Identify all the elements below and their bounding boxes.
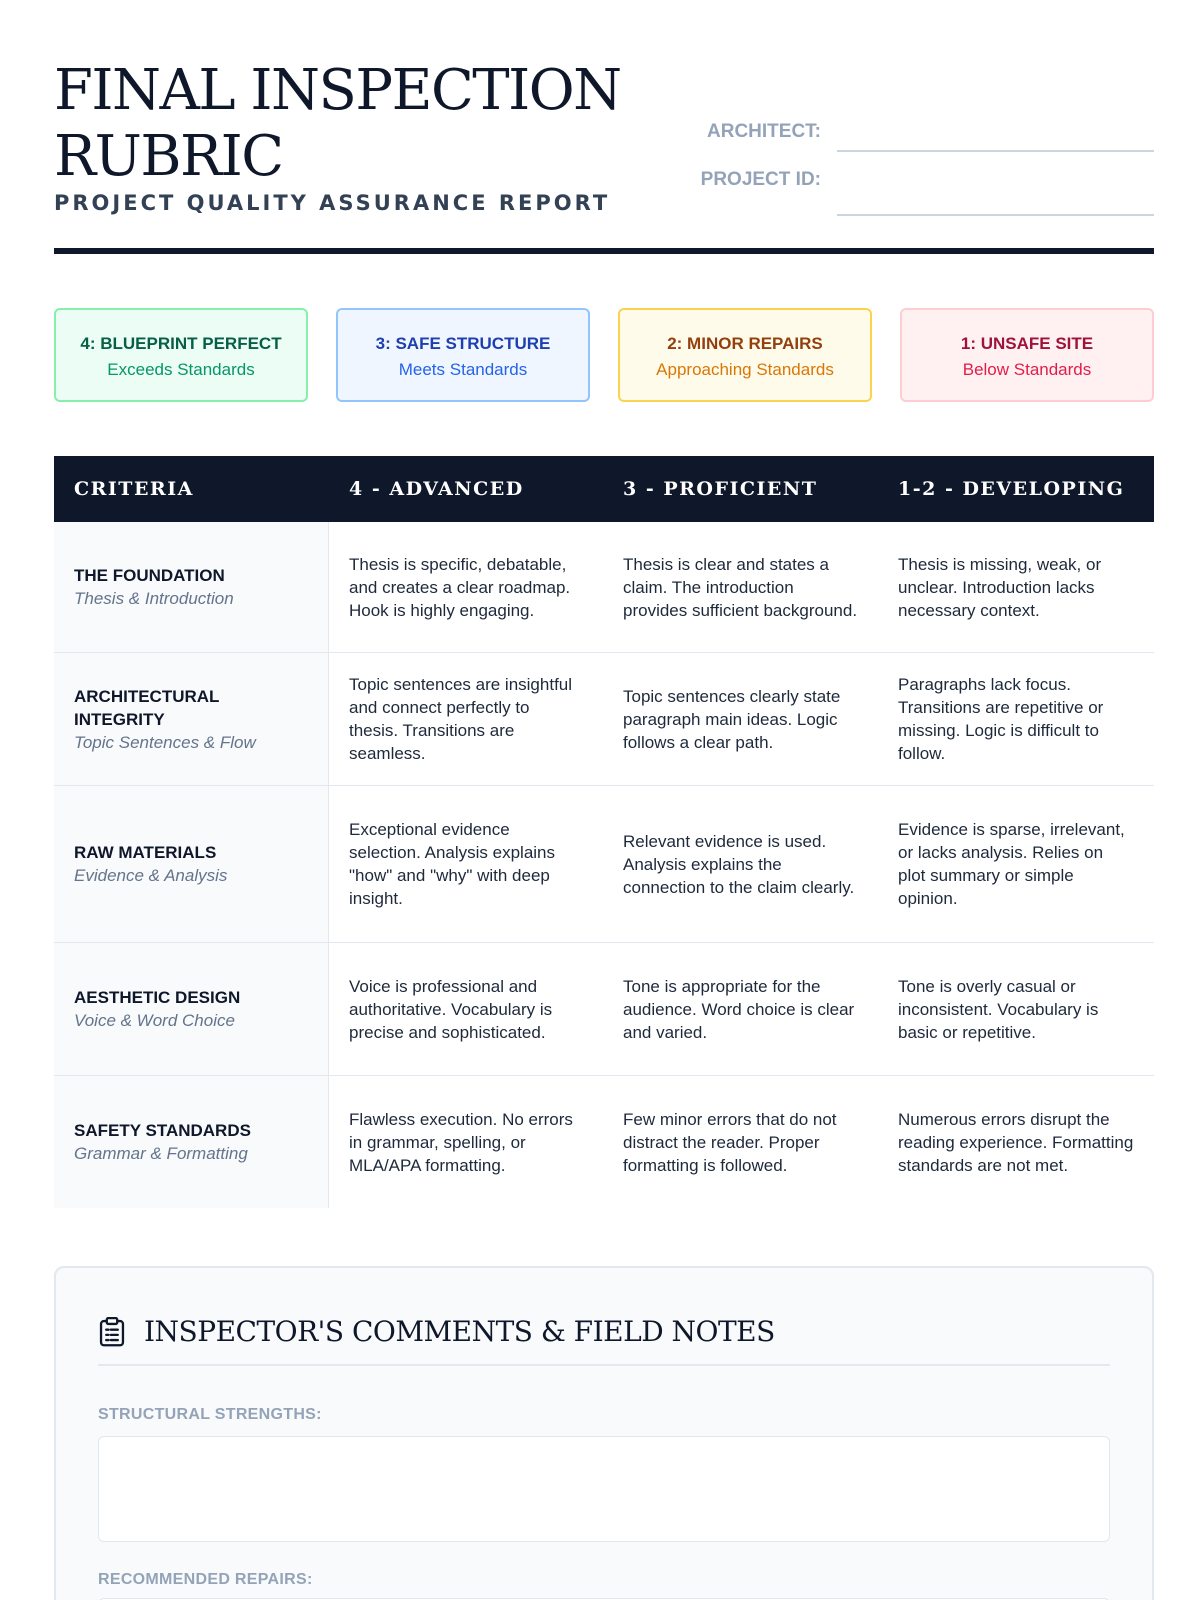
criteria-subtitle: Thesis & Introduction: [74, 589, 234, 608]
level-name: 1: UNSAFE SITE: [960, 334, 1094, 353]
proficient-cell: Thesis is clear and states a claim. The introduction provides sufficient background.: [623, 554, 858, 620]
rubric-page: [54, 0, 1154, 1600]
table-row: [54, 522, 1154, 653]
proficient-cell: Topic sentences clearly state paragraph main ideas. Logic follows a clear path.: [623, 686, 841, 752]
project-id-label: PROJECT ID:: [700, 169, 821, 190]
header-advanced: 4 - ADVANCED: [349, 478, 524, 500]
inspector-comments-panel: [54, 1266, 1154, 1600]
proficient-cell: Few minor errors that do not distract the reader. Proper formatting is followed.: [623, 1109, 837, 1175]
architect-label: ARCHITECT:: [707, 121, 821, 142]
architect-field[interactable]: [684, 118, 1154, 158]
report-header: [54, 58, 1154, 258]
level-card-blueprint-perfect: [54, 308, 308, 402]
table-header: [54, 456, 1154, 522]
advanced-cell: Flawless execution. No errors in grammar, spelling, or MLA/APA formatting.: [349, 1109, 573, 1175]
level-card-unsafe-site: [900, 308, 1154, 402]
level-card-safe-structure: [336, 308, 590, 402]
page-title: FINAL INSPECTION RUBRIC: [54, 58, 621, 189]
criteria-name: SAFETY STANDARDS: [74, 1121, 251, 1140]
developing-cell: Thesis is missing, weak, or unclear. Introduction lacks necessary context.: [898, 554, 1102, 620]
level-description: Meets Standards: [398, 360, 528, 379]
advanced-cell: Topic sentences are insightful and connect perfectly to thesis. Transitions are seamless.: [349, 675, 573, 763]
level-description: Exceeds Standards: [107, 360, 255, 379]
project-id-input-line[interactable]: [837, 214, 1154, 216]
header-proficient: 3 - PROFICIENT: [623, 478, 818, 500]
header-developing: 1-2 - DEVELOPING: [898, 478, 1125, 500]
table-row: [54, 786, 1154, 943]
proficient-cell: Tone is appropriate for the audience. Word choice is clear and varied.: [623, 976, 855, 1042]
criteria-name: RAW MATERIALS: [74, 843, 217, 862]
rubric-table: [54, 456, 1154, 1208]
table-row: [54, 1076, 1154, 1208]
advanced-cell: Thesis is specific, debatable, and creates a clear roadmap. Hook is highly engaging.: [349, 554, 571, 620]
table-row: [54, 943, 1154, 1076]
level-card-minor-repairs: [618, 308, 872, 402]
developing-cell: Tone is overly casual or inconsistent. Vocabulary is basic or repetitive.: [898, 976, 1099, 1042]
strengths-label: STRUCTURAL STRENGTHS:: [98, 1406, 322, 1423]
criteria-subtitle: Grammar & Formatting: [74, 1144, 248, 1163]
architect-input-line[interactable]: [837, 150, 1154, 152]
criteria-cell: [54, 943, 329, 1075]
proficient-cell: Relevant evidence is used. Analysis explains the connection to the claim clearly.: [623, 831, 855, 897]
header-divider: [54, 248, 1154, 254]
project-id-field[interactable]: [684, 166, 1154, 226]
advanced-cell: Voice is professional and authoritative. Vocabulary is precise and sophisticated.: [349, 976, 553, 1042]
criteria-cell: [54, 786, 329, 942]
developing-cell: Evidence is sparse, irrelevant, or lacks analysis. Relies on plot summary or simple opinion.: [898, 820, 1125, 908]
level-description: Below Standards: [962, 360, 1092, 379]
criteria-name: AESTHETIC DESIGN: [74, 988, 241, 1007]
advanced-cell: Exceptional evidence selection. Analysis explains "how" and "why" with deep insight.: [349, 820, 556, 908]
scoring-levels: [54, 308, 1154, 402]
criteria-subtitle: Evidence & Analysis: [74, 866, 228, 885]
table-row: [54, 653, 1154, 786]
header-criteria: CRITERIA: [74, 478, 194, 500]
criteria-name: ARCHITECTURAL INTEGRITY: [74, 686, 220, 729]
level-name: 2: MINOR REPAIRS: [667, 334, 823, 353]
criteria-cell: [54, 522, 329, 652]
developing-cell: Paragraphs lack focus. Transitions are repetitive or missing. Logic is difficult to follow.: [898, 675, 1104, 763]
page-subtitle: PROJECT QUALITY ASSURANCE REPORT: [54, 191, 611, 215]
level-name: 4: BLUEPRINT PERFECT: [80, 334, 282, 353]
clipboard-icon: [98, 1317, 126, 1347]
comments-title: INSPECTOR'S COMMENTS & FIELD NOTES: [144, 1315, 775, 1348]
criteria-name: THE FOUNDATION: [74, 566, 225, 585]
strengths-textarea[interactable]: [98, 1436, 1110, 1542]
criteria-subtitle: Topic Sentences & Flow: [74, 732, 256, 752]
comments-header: [98, 1314, 1110, 1366]
level-description: Approaching Standards: [656, 360, 834, 379]
criteria-subtitle: Voice & Word Choice: [74, 1011, 235, 1030]
criteria-cell: [54, 653, 329, 785]
criteria-cell: [54, 1076, 329, 1208]
developing-cell: Numerous errors disrupt the reading experience. Formatting standards are not met.: [898, 1109, 1134, 1175]
repairs-label: RECOMMENDED REPAIRS:: [98, 1571, 313, 1588]
level-name: 3: SAFE STRUCTURE: [375, 334, 551, 353]
